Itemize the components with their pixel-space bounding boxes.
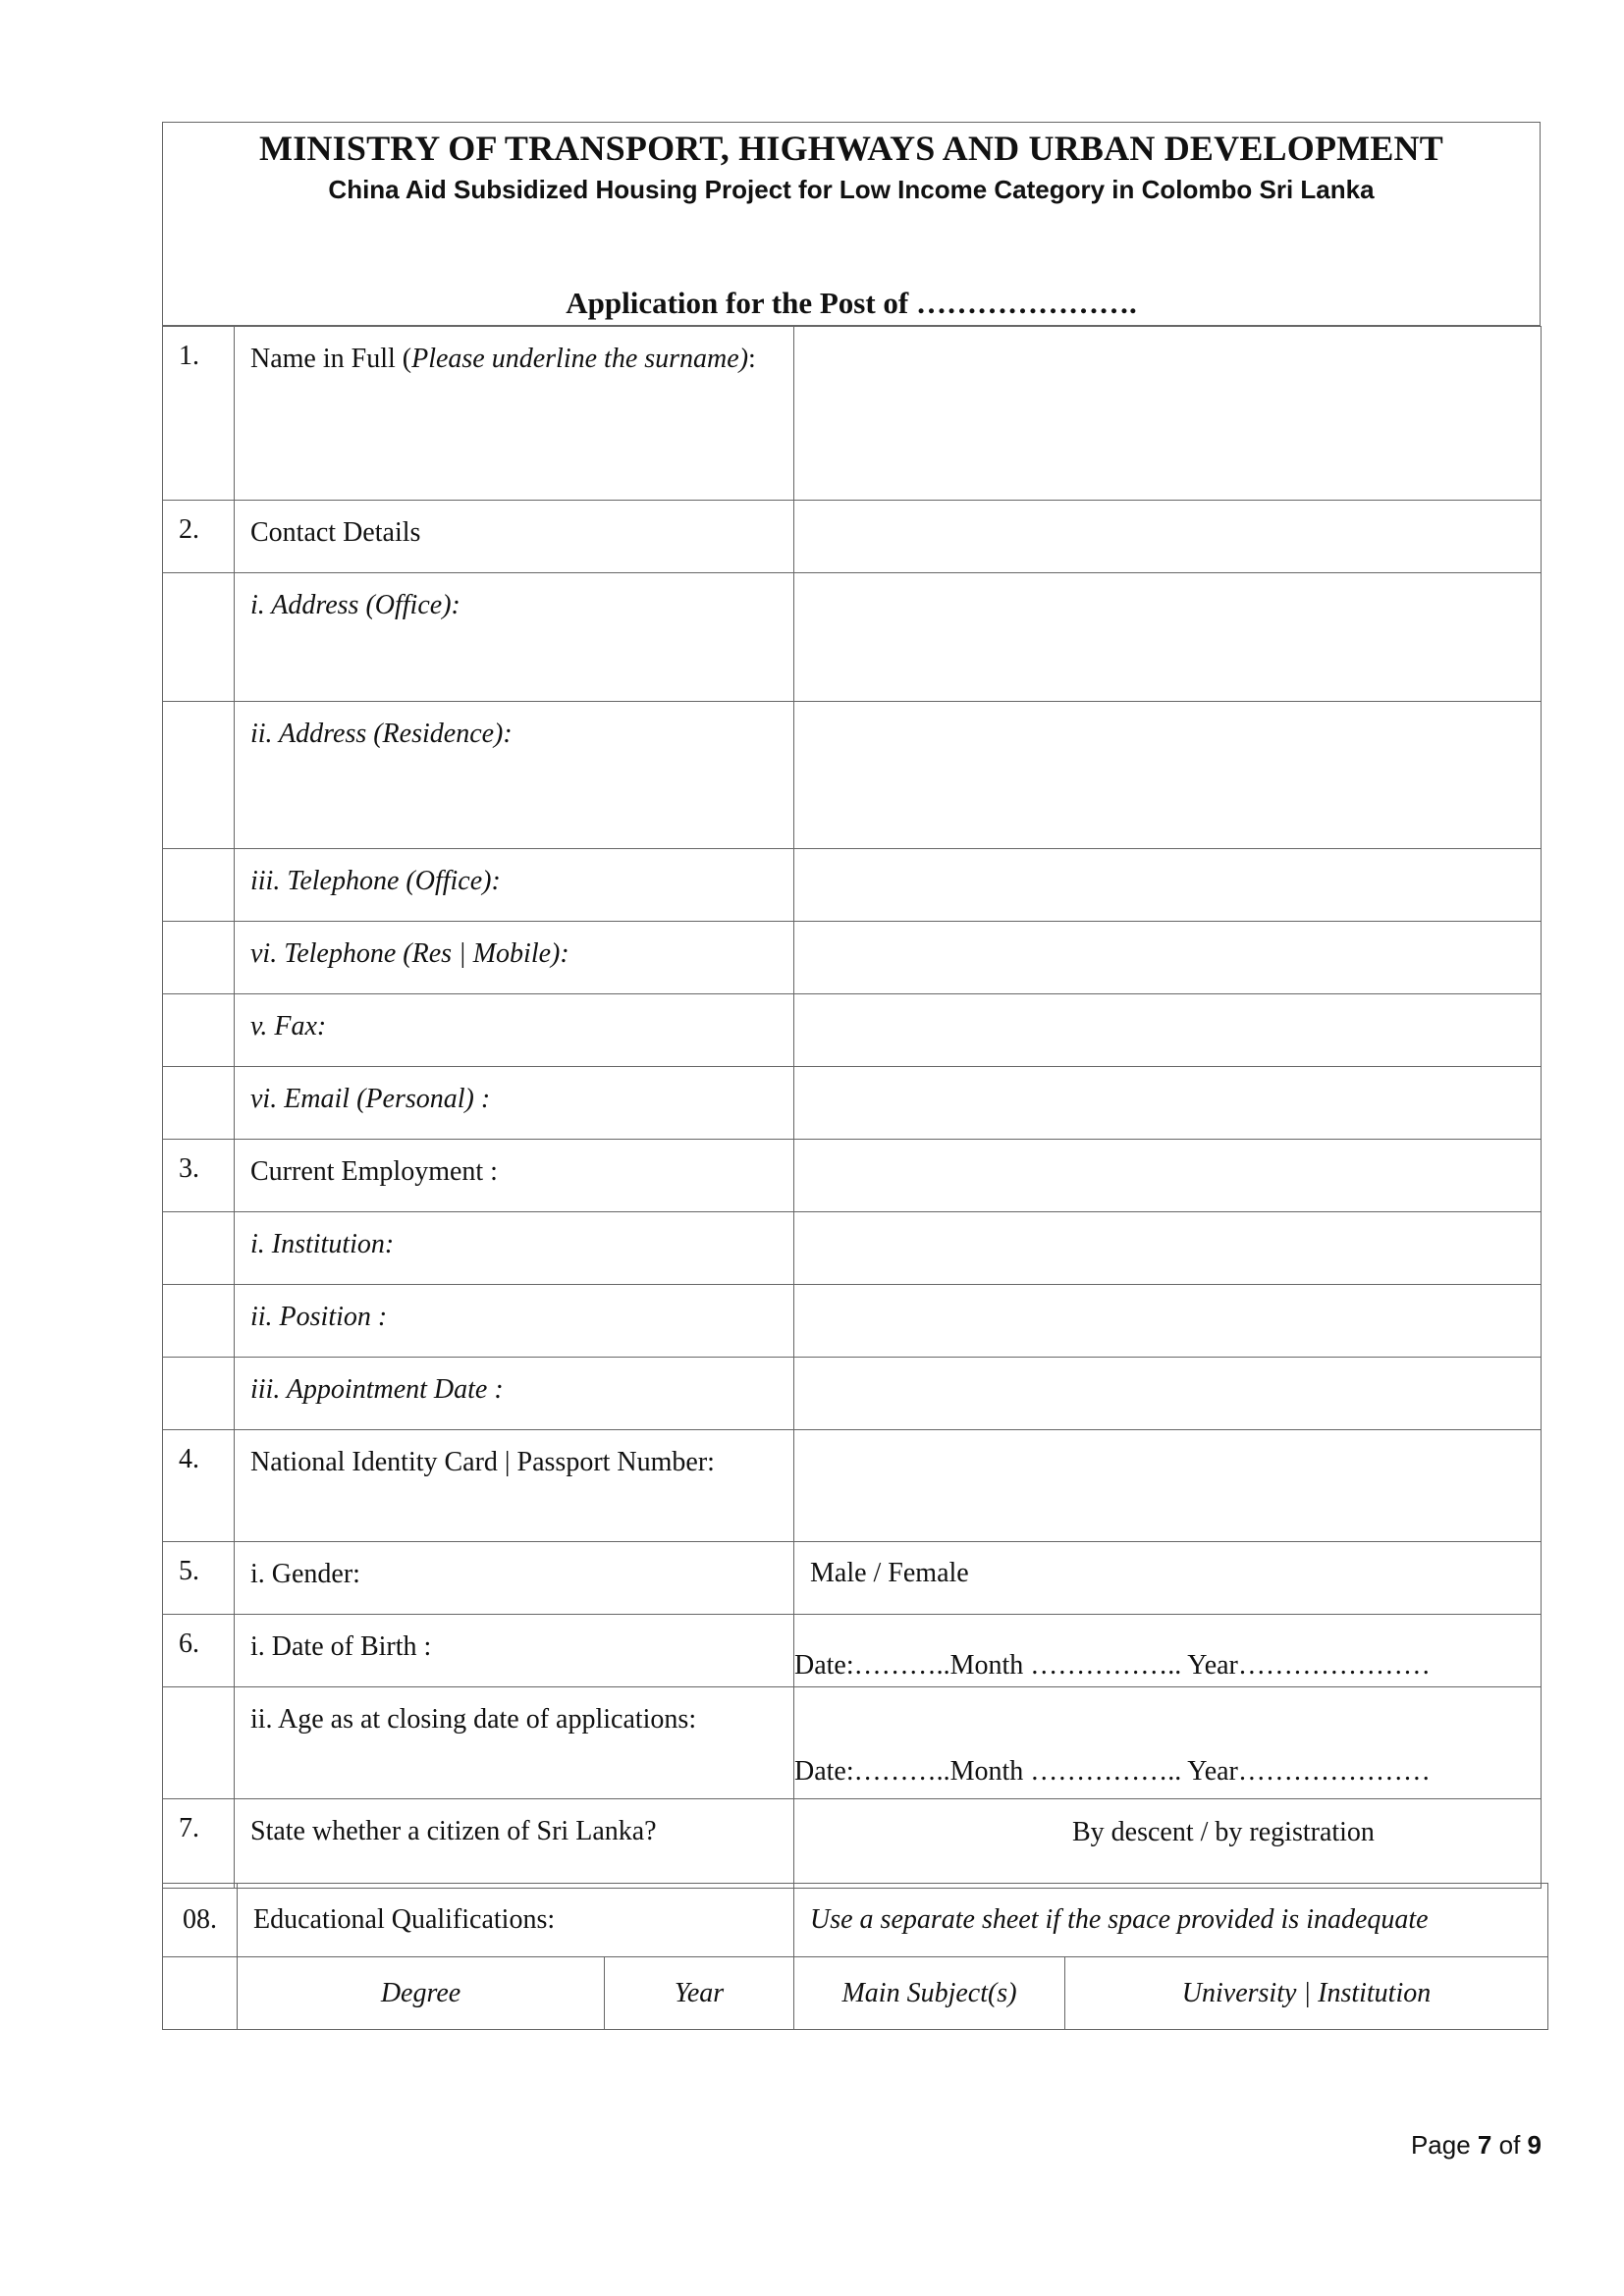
label-plain: Name in Full ( [250,344,412,374]
appointment-date-field[interactable] [794,1358,1542,1430]
row-telephone-office [163,849,1542,922]
age-at-closing-field[interactable]: Date:………..Month …………….. Year………………… [794,1687,1542,1799]
telephone-mobile-field[interactable] [794,922,1542,994]
field-label: iii. Telephone (Office): [235,849,794,922]
field-label: ii. Position : [235,1285,794,1358]
row-number-empty [163,1687,235,1799]
row-number-empty [163,1212,235,1285]
row-number-empty [163,849,235,922]
column-header-degree: Degree [238,1957,605,2030]
field-label: i. Date of Birth : [235,1615,794,1687]
project-subtitle: China Aid Subsidized Housing Project for Low Income Category in Colombo Sri Lanka [328,175,1375,204]
field-label: i. Address (Office): [235,573,794,702]
education-note: Use a separate sheet if the space provided is inadequate [794,1884,1548,1957]
row-number-empty [163,994,235,1067]
column-header-university: University | Institution [1065,1957,1548,2030]
field-label: vi. Telephone (Res | Mobile): [235,922,794,994]
row-number: 4. [163,1430,235,1542]
post-title: Application for the Post of …………………. [566,286,1137,320]
row-institution [163,1212,1542,1285]
row-education-header [163,1884,1548,1957]
row-address-office [163,573,1542,702]
row-telephone-mobile [163,922,1542,994]
row-email [163,1067,1542,1140]
row-number: 08. [163,1884,238,1957]
page-current: 7 [1477,2130,1492,2160]
row-citizenship [163,1799,1542,1889]
row-education-columns [163,1957,1548,2030]
row-address-residence [163,702,1542,849]
citizenship-field[interactable]: By descent / by registration [794,1799,1542,1889]
field-label: National Identity Card | Passport Number: [235,1430,794,1542]
label-italic: Please underline the surname) [411,344,749,374]
current-employment-field[interactable] [794,1140,1542,1212]
row-position [163,1285,1542,1358]
row-number-empty [163,573,235,702]
row-number: 1. [163,327,235,501]
row-contact-details [163,501,1542,573]
page-total: 9 [1527,2130,1542,2160]
email-field[interactable] [794,1067,1542,1140]
application-table [162,326,1542,1889]
row-name-in-full [163,327,1542,501]
row-number-empty [163,702,235,849]
row-current-employment [163,1140,1542,1212]
page-prefix: Page [1410,2130,1471,2160]
row-number: 5. [163,1542,235,1615]
row-nic-passport [163,1430,1542,1542]
field-label: i. Gender: [235,1542,794,1615]
page-number [1404,2130,1542,2161]
date-of-birth-field[interactable]: Date:………..Month …………….. Year………………… [794,1615,1542,1687]
row-age-at-closing [163,1687,1542,1799]
column-header-main-subjects: Main Subject(s) [794,1957,1065,2030]
contact-details-field[interactable] [794,501,1542,573]
row-number: 2. [163,501,235,573]
field-label: iii. Appointment Date : [235,1358,794,1430]
nic-passport-field[interactable] [794,1430,1542,1542]
field-label: ii. Address (Residence): [235,702,794,849]
row-number: 6. [163,1615,235,1687]
row-gender [163,1542,1542,1615]
address-office-field[interactable] [794,573,1542,702]
field-label: Current Employment : [235,1140,794,1212]
telephone-office-field[interactable] [794,849,1542,922]
field-label: ii. Age as at closing date of applications: [235,1687,794,1799]
field-label: i. Institution: [235,1212,794,1285]
fax-field[interactable] [794,994,1542,1067]
field-label: v. Fax: [235,994,794,1067]
row-number: 3. [163,1140,235,1212]
label-tail: : [748,344,756,374]
page-of: of [1498,2130,1521,2160]
row-appointment-date [163,1358,1542,1430]
column-header-year: Year [605,1957,794,2030]
gender-field[interactable]: Male / Female [794,1542,1542,1615]
name-in-full-field[interactable] [794,327,1542,501]
institution-field[interactable] [794,1212,1542,1285]
address-residence-field[interactable] [794,702,1542,849]
field-label: vi. Email (Personal) : [235,1067,794,1140]
row-date-of-birth [163,1615,1542,1687]
row-number-empty [163,922,235,994]
field-label: Contact Details [235,501,794,573]
education-label: Educational Qualifications: [238,1884,794,1957]
row-number-empty [163,1358,235,1430]
row-number-empty [163,1067,235,1140]
field-label: State whether a citizen of Sri Lanka? [235,1799,794,1889]
field-label [235,327,794,501]
education-table [162,1883,1548,2030]
position-field[interactable] [794,1285,1542,1358]
row-number-empty [163,1285,235,1358]
form-header [162,122,1541,326]
ministry-title: MINISTRY OF TRANSPORT, HIGHWAYS AND URBAN DEVELOPMENT [259,129,1443,168]
row-number: 7. [163,1799,235,1889]
row-fax [163,994,1542,1067]
row-number-empty [163,1957,238,2030]
